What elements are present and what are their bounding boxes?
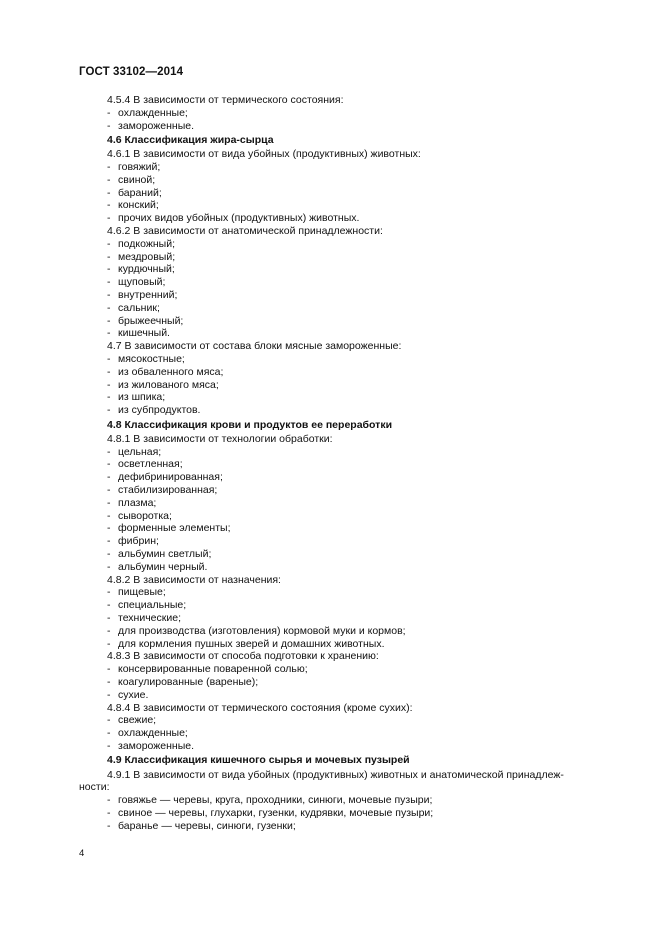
list-item: - коагулированные (вареные);	[107, 676, 258, 689]
list-item: - курдючный;	[107, 263, 175, 276]
paragraph-line: 4.6.1 В зависимости от вида убойных (продуктивных) животных:	[107, 148, 421, 161]
list-item: - консервированные поваренной солью;	[107, 663, 308, 676]
list-item: - брыжеечный;	[107, 315, 183, 328]
list-item: - сальник;	[107, 302, 160, 315]
list-item: - свиное — черевы, глухарки, гузенки, кудрявки, мочевые пузыри;	[107, 807, 433, 820]
list-item: - баранье — черевы, синюги, гузенки;	[107, 820, 296, 833]
page-number: 4	[79, 848, 85, 859]
list-item: - специальные;	[107, 599, 186, 612]
list-item: - говяжье — черевы, круга, проходники, синюги, мочевые пузыри;	[107, 794, 432, 807]
document-header: ГОСТ 33102—2014	[79, 66, 184, 78]
section-heading: 4.9 Классификация кишечного сырья и мочевых пузырей	[107, 754, 410, 767]
section-heading: 4.8 Классификация крови и продуктов ее переработки	[107, 418, 393, 431]
list-item: - плазма;	[107, 497, 156, 510]
paragraph-line: 4.8.3 В зависимости от способа подготовки к хранению:	[107, 650, 379, 663]
list-item: - фибрин;	[107, 535, 159, 548]
list-item: - для кормления пушных зверей и домашних животных.	[107, 638, 385, 651]
list-item: - сухие.	[107, 689, 148, 702]
list-item: - подкожный;	[107, 238, 175, 251]
list-item: - кишечный.	[107, 327, 170, 340]
list-item: - технические;	[107, 612, 181, 625]
paragraph-line: 4.9.1 В зависимости от вида убойных (продуктивных) животных и анатомической принадлеж-	[107, 768, 564, 781]
list-item: - из субпродуктов.	[107, 404, 200, 417]
list-item: - форменные элементы;	[107, 522, 231, 535]
list-item: - сыворотка;	[107, 510, 172, 523]
list-item: - конский;	[107, 199, 159, 212]
list-item: - альбумин светлый;	[107, 548, 211, 561]
list-item: - из жилованого мяса;	[107, 379, 219, 392]
list-item: - свиной;	[107, 174, 155, 187]
list-item: - из шпика;	[107, 391, 165, 404]
list-item: - замороженные.	[107, 740, 194, 753]
paragraph-line: 4.8.4 В зависимости от термического состояния (кроме сухих):	[107, 701, 413, 714]
paragraph-line: 4.6.2 В зависимости от анатомической принадлежности:	[107, 225, 383, 237]
list-item: - цельная;	[107, 446, 161, 459]
paragraph-line: 4.7 В зависимости от состава блоки мясные замороженные:	[107, 340, 402, 353]
list-item: - мездровый;	[107, 251, 175, 264]
list-item: - из обваленного мяса;	[107, 366, 223, 379]
list-item: - охлажденные;	[107, 107, 188, 120]
list-item: - для производства (изготовления) кормовой муки и кормов;	[107, 625, 406, 638]
list-item: - свежие;	[107, 714, 156, 727]
list-item: - говяжий;	[107, 161, 160, 174]
list-item: - стабилизированная;	[107, 484, 217, 497]
list-item: - дефибринированная;	[107, 471, 223, 484]
list-item: - прочих видов убойных (продуктивных) животных.	[107, 212, 359, 225]
paragraph-line: 4.8.1 В зависимости от технологии обработки:	[107, 432, 333, 445]
list-item: - осветленная;	[107, 458, 183, 471]
list-item: - мясокостные;	[107, 353, 185, 366]
list-item: - альбумин черный.	[107, 561, 207, 574]
list-item: - щуповый;	[107, 276, 165, 289]
list-item: - замороженные.	[107, 120, 194, 133]
list-item: - бараний;	[107, 187, 162, 200]
section-heading: 4.6 Классификация жира-сырца	[107, 133, 274, 146]
paragraph-line: 4.8.2 В зависимости от назначения:	[107, 573, 281, 586]
list-item: - охлажденные;	[107, 727, 188, 740]
list-item: - пищевые;	[107, 586, 166, 599]
continuation-line: ности:	[79, 781, 110, 794]
list-item: - внутренний;	[107, 289, 177, 302]
paragraph-line: 4.5.4 В зависимости от термического состояния:	[107, 94, 344, 106]
